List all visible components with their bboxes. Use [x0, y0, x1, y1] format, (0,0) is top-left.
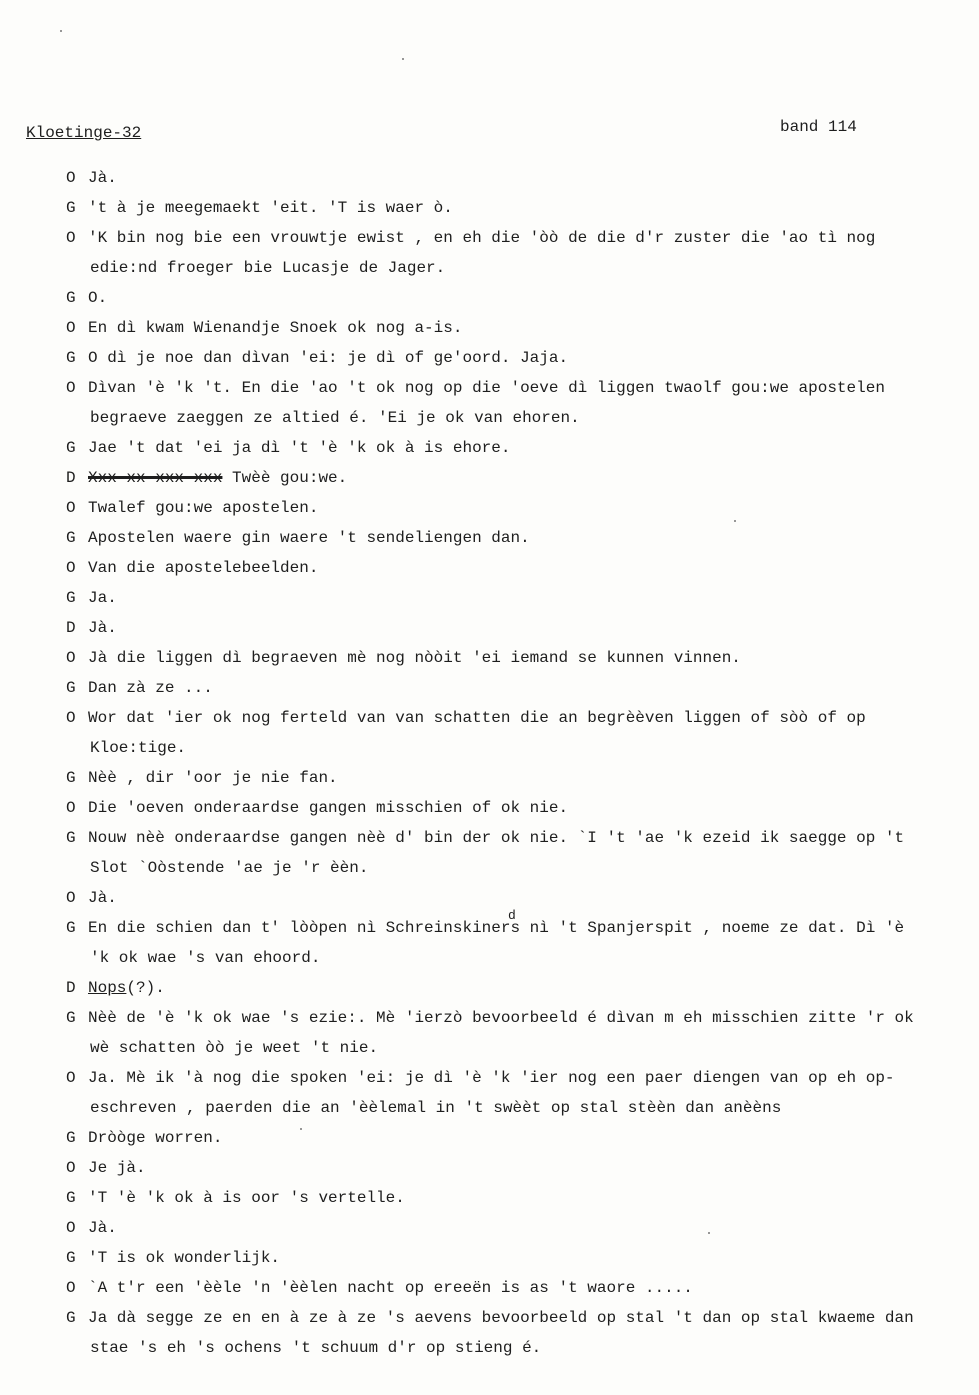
line-text: Nèè de 'è 'k ok wae 's ezie:. Mè 'ierzò bevoorbeeld é dìvan m eh misschien zitte 'r ok	[88, 1009, 914, 1027]
speaker-label: G	[66, 349, 76, 367]
line-text: Jà.	[88, 1219, 117, 1237]
transcript-line	[66, 313, 966, 343]
speaker-label: D	[66, 469, 76, 487]
speaker-label: G	[66, 439, 76, 457]
transcript-line	[66, 1243, 966, 1273]
transcript-line	[66, 523, 966, 553]
speaker-label: G	[66, 589, 76, 607]
speaker-label: O	[66, 1219, 76, 1237]
line-text: 'T is ok wonderlijk.	[88, 1249, 281, 1267]
speaker-label: D	[66, 979, 76, 997]
transcript-line	[66, 463, 966, 493]
line-text: 'T 'è 'k ok à is oor 's vertelle.	[88, 1189, 405, 1207]
line-text: stae 's eh 's ochens 't schuum d'r op stieng é.	[90, 1339, 542, 1357]
line-text: O.	[88, 289, 108, 307]
transcript-line	[66, 1153, 966, 1183]
transcript-line	[66, 1273, 966, 1303]
line-text: 't à je meegemaekt 'eit. 'T is waer ò.	[88, 199, 453, 217]
transcript-line	[66, 1063, 966, 1093]
transcript-line	[66, 1213, 966, 1243]
transcript-line	[66, 973, 966, 1003]
transcript-line	[66, 908, 966, 943]
transcript-line	[66, 583, 966, 613]
transcript-line	[66, 493, 966, 523]
speaker-label: G	[66, 1249, 76, 1267]
speaker-label: G	[66, 289, 76, 307]
transcript-line	[66, 343, 966, 373]
line-text: Jà.	[88, 619, 117, 637]
speaker-label: O	[66, 229, 76, 247]
transcript-line-continuation	[66, 403, 966, 433]
speaker-label: G	[66, 919, 76, 937]
transcript-line	[66, 673, 966, 703]
line-text: Die 'oeven onderaardse gangen misschien of ok nie.	[88, 799, 569, 817]
speaker-label: O	[66, 499, 76, 517]
line-text: 'k ok wae 's van ehoord.	[90, 949, 321, 967]
line-text: Dan zà ze ...	[88, 679, 213, 697]
line-text: Dìvan 'è 'k 't. En die 'ao 't ok nog op die 'oeve dì liggen twaolf gou:we apostelen	[88, 379, 885, 397]
line-text: wè schatten òò je weet 't nie.	[90, 1039, 379, 1057]
speaker-label: G	[66, 1009, 76, 1027]
speaker-label: O	[66, 799, 76, 817]
transcript-line	[66, 553, 966, 583]
line-text: Van die apostelebeelden.	[88, 559, 319, 577]
line-text: Ja dà segge ze en en à ze à ze 's aevens bevoorbeeld op stal 't dan op stal kwaeme dan	[88, 1309, 914, 1327]
line-text: Twalef gou:we apostelen.	[88, 499, 319, 517]
transcript-line-continuation	[66, 853, 966, 883]
transcript-line	[66, 373, 966, 403]
speaker-label: G	[66, 1309, 76, 1327]
speaker-label: O	[66, 1069, 76, 1087]
transcript-line-continuation	[66, 943, 966, 973]
transcript	[66, 163, 966, 1363]
speaker-label: D	[66, 619, 76, 637]
speaker-label: G	[66, 679, 76, 697]
speaker-label: G	[66, 829, 76, 847]
line-text: Slot `Oòstende 'ae je 'r èèn.	[90, 859, 369, 877]
transcript-line-continuation	[66, 1033, 966, 1063]
transcript-line-continuation	[66, 1333, 966, 1363]
transcript-line-continuation	[66, 733, 966, 763]
line-text: Ja.	[88, 589, 117, 607]
transcript-line	[66, 223, 966, 253]
line-text: eschreven , paerden die an 'èèlemal in 't swèèt op stal stèèn dan anèèns	[90, 1099, 782, 1117]
speaker-label: O	[66, 649, 76, 667]
speaker-label: O	[66, 319, 76, 337]
speaker-label: O	[66, 709, 76, 727]
tape-number: band 114	[780, 118, 857, 136]
transcript-line-continuation	[66, 1093, 966, 1123]
speaker-label: G	[66, 1129, 76, 1147]
page-speck	[60, 30, 62, 32]
speaker-label: O	[66, 1279, 76, 1297]
line-text: Nèè , dir 'oor je nie fan.	[88, 769, 338, 787]
transcript-line	[66, 1003, 966, 1033]
line-text: Nouw nèè onderaardse gangen nèè d' bin der ok nie. `I 't 'ae 'k ezeid ik saegge op 't	[88, 829, 905, 847]
line-text: begraeve zaeggen ze altied é. 'Ei je ok van ehoren.	[90, 409, 580, 427]
line-text: Apostelen waere gin waere 't sendeliengen dan.	[88, 529, 530, 547]
speaker-label: O	[66, 1159, 76, 1177]
line-text: Jae 't dat 'ei ja dì 't 'è 'k ok à is ehore.	[88, 439, 511, 457]
transcript-line	[66, 643, 966, 673]
line-text: En dì kwam Wienandje Snoek ok nog a-is.	[88, 319, 463, 337]
line-text: `A t'r een 'èèle 'n 'èèlen nacht op ereeën is as 't waore .....	[88, 1279, 693, 1297]
transcript-line	[66, 883, 966, 913]
transcript-line-continuation	[66, 253, 966, 283]
page-speck	[402, 58, 404, 60]
transcript-line	[66, 433, 966, 463]
line-text-suffix: (?).	[126, 979, 165, 997]
document-id: Kloetinge-32	[26, 124, 142, 142]
transcript-line	[66, 613, 966, 643]
line-text: O dì je noe dan dìvan 'ei: je dì of ge'oord. Jaja.	[88, 349, 569, 367]
line-text: Je jà.	[88, 1159, 146, 1177]
transcript-line	[66, 283, 966, 313]
transcript-line	[66, 1303, 966, 1333]
line-text: Jà.	[88, 169, 117, 187]
transcript-line	[66, 703, 966, 733]
line-text: Jà die liggen dì begraeven mè nog nòòit 'ei iemand se kunnen vinnen.	[88, 649, 741, 667]
speaker-label: O	[66, 169, 76, 187]
transcript-line	[66, 1123, 966, 1153]
speaker-label: G	[66, 1189, 76, 1207]
transcript-line	[66, 1183, 966, 1213]
transcript-line	[66, 823, 966, 853]
speaker-label: O	[66, 559, 76, 577]
line-text: Ja. Mè ik 'à nog die spoken 'ei: je dì 'è 'k 'ier nog een paer diengen van op eh op-	[88, 1069, 895, 1087]
speaker-label: G	[66, 769, 76, 787]
line-text: Twèè gou:we.	[222, 469, 348, 487]
speaker-label: G	[66, 529, 76, 547]
speaker-label: O	[66, 889, 76, 907]
line-text: En die schien dan t' lòòpen nì Schreinskiners nì 't Spanjerspit , noeme ze dat. Dì 'è	[88, 919, 905, 937]
line-text: 'K bin nog bie een vrouwtje ewist , en eh die 'òò de die d'r zuster die 'ao tì nog	[88, 229, 876, 247]
transcript-line	[66, 193, 966, 223]
speaker-label: G	[66, 199, 76, 217]
speaker-label: O	[66, 379, 76, 397]
line-text: Wor dat 'ier ok nog ferteld van van schatten die an begrèèven liggen of sòò of op	[88, 709, 866, 727]
handwritten-correction: d	[508, 908, 516, 923]
transcript-line	[66, 763, 966, 793]
line-text: Kloe:tige.	[90, 739, 187, 757]
line-text: Dròòge worren.	[88, 1129, 223, 1147]
line-text: edie:nd froeger bie Lucasje de Jager.	[90, 259, 446, 277]
line-text: Jà.	[88, 889, 117, 907]
underlined-word: Nops	[88, 979, 127, 997]
transcript-line	[66, 793, 966, 823]
transcript-line	[66, 163, 966, 193]
struck-out-text: Xxx xx xxx xxx	[88, 469, 223, 487]
